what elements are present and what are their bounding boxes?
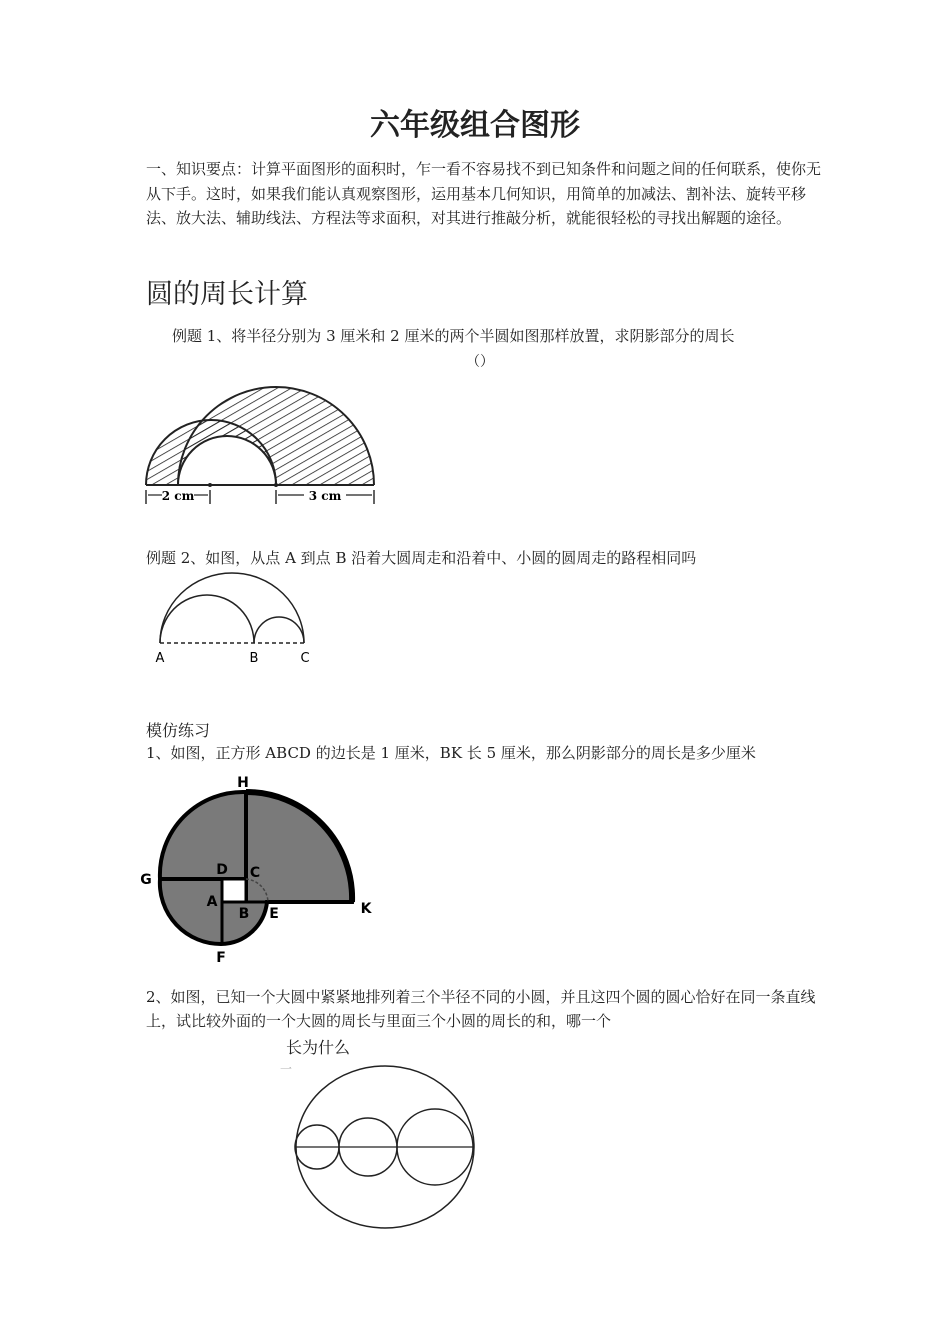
example1-figure bbox=[140, 378, 390, 513]
large-arc bbox=[160, 573, 304, 643]
label-2cm: 2 cm bbox=[161, 489, 195, 503]
label-a: A bbox=[206, 894, 218, 910]
example2-figure bbox=[148, 570, 318, 670]
label-f: F bbox=[216, 950, 226, 966]
intro-paragraph: 一、知识要点：计算平面图形的面积时，乍一看不容易找不到已知条件和问题之间的任何联系，使你无从下手。这时，如果我们能认真观察图形，运用基本几何知识，用简单的加减法、割补法、旋转平移法、放大法、辅助线法、方程法等求面积，对其进行推敲分析，就能很轻松的寻找出解题的途径。 bbox=[146, 160, 822, 228]
label-c: C bbox=[300, 651, 310, 666]
page-title: 六年级组合图形 bbox=[370, 108, 580, 143]
label-g: G bbox=[140, 872, 152, 888]
small-arc bbox=[254, 617, 304, 643]
label-e: E bbox=[269, 906, 279, 922]
label-d: D bbox=[216, 862, 228, 878]
practice-heading: 模仿练习 bbox=[146, 721, 211, 740]
question2-text: 2、如图，已知一个大圆中紧紧地排列着三个半径不同的小圆，并且这四个圆的圆心恰好在同一条直线上，试比较外面的一个大圆的周长与里面三个小圆的周长的和，哪一个 bbox=[146, 988, 816, 1030]
label-h: H bbox=[237, 775, 249, 791]
example1-answer-paren: （） bbox=[466, 354, 494, 370]
question1-figure bbox=[140, 770, 380, 970]
question2-figure bbox=[290, 1065, 480, 1235]
label-b: B bbox=[238, 906, 250, 922]
question2-text-continued: 长为什么 bbox=[286, 1038, 351, 1057]
question2-dash: 一 bbox=[280, 1062, 293, 1076]
label-a: A bbox=[155, 651, 165, 666]
example2-text: 例题 2、如图，从点 A 到点 B 沿着大圆周走和沿着中、小圆的圆周走的路程相同吗 bbox=[146, 549, 697, 567]
label-b: B bbox=[249, 651, 259, 666]
question1-text: 1、如图，正方形 ABCD 的边长是 1 厘米，BK 长 5 厘米，那么阴影部分的周长是多少厘米 bbox=[146, 744, 756, 762]
label-3cm: 3 cm bbox=[308, 489, 342, 503]
label-k: K bbox=[360, 901, 372, 917]
section-heading: 圆的周长计算 bbox=[146, 279, 308, 310]
example1-text: 例题 1、将半径分别为 3 厘米和 2 厘米的两个半圆如图那样放置，求阴影部分的周长 bbox=[172, 327, 735, 345]
label-c: C bbox=[249, 865, 261, 881]
